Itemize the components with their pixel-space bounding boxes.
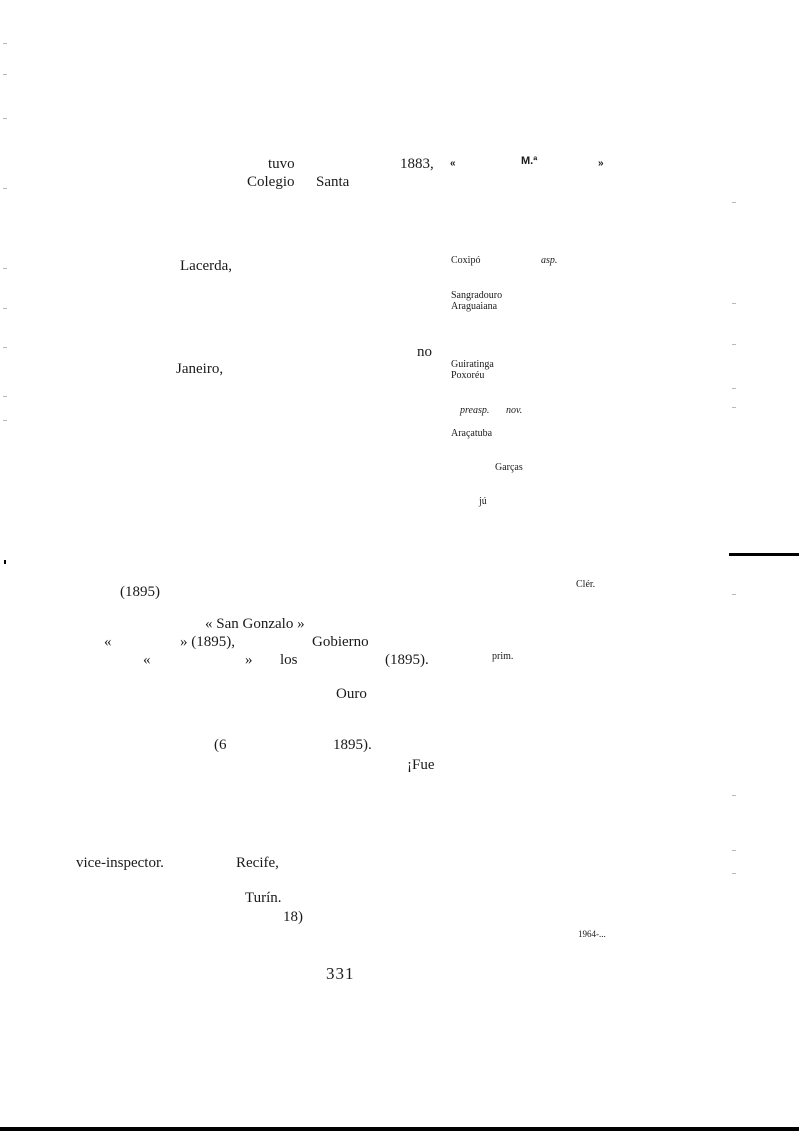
side-word: Coxipó <box>451 255 481 266</box>
side-word: asp. <box>541 255 558 266</box>
side-word: » <box>598 158 604 169</box>
main-word: vice-inspector. <box>76 855 164 871</box>
scan-mark <box>732 407 736 408</box>
main-word: Ouro <box>336 686 367 702</box>
scan-mark <box>732 344 736 345</box>
side-word: Poxoréu <box>451 370 485 381</box>
main-word: « <box>104 634 112 650</box>
scan-mark <box>3 396 7 397</box>
scan-mark <box>732 594 736 595</box>
side-word: 1964-... <box>578 929 606 939</box>
main-word: (6 <box>214 737 227 753</box>
main-word: Gobierno <box>312 634 369 650</box>
main-word: Santa <box>316 174 350 190</box>
scan-mark <box>732 303 736 304</box>
main-word: » <box>245 652 253 668</box>
side-word: M.ª <box>521 155 538 167</box>
main-word: no <box>417 344 432 360</box>
scan-mark <box>3 74 7 75</box>
main-word: Colegio <box>247 174 295 190</box>
main-word: 18) <box>283 909 303 925</box>
side-word: nov. <box>506 405 523 416</box>
margin-rule <box>729 553 799 556</box>
main-word: los <box>280 652 298 668</box>
scan-mark <box>732 873 736 874</box>
side-word: jú <box>479 496 487 507</box>
scan-mark <box>3 420 7 421</box>
main-word: ¡Fue <box>407 757 435 773</box>
scan-mark <box>732 850 736 851</box>
main-word: (1895). <box>385 652 429 668</box>
scan-mark <box>3 347 7 348</box>
side-word: Garças <box>495 462 523 473</box>
main-word: (1895) <box>120 584 160 600</box>
side-word: preasp. <box>460 405 490 416</box>
side-word: « <box>450 158 456 169</box>
main-word: Turín. <box>245 890 282 906</box>
scan-mark <box>3 308 7 309</box>
scan-mark <box>3 268 7 269</box>
side-word: Araguaiana <box>451 301 498 312</box>
side-word: Araçatuba <box>451 428 493 439</box>
side-word: prim. <box>492 651 514 662</box>
side-word: Sangradouro <box>451 290 503 301</box>
scan-mark <box>732 202 736 203</box>
main-word: 1883, <box>400 156 434 172</box>
scan-mark <box>732 795 736 796</box>
page-number: 331 <box>326 964 355 983</box>
scan-mark <box>3 118 7 119</box>
main-word: Recife, <box>236 855 279 871</box>
scan-mark <box>3 43 7 44</box>
side-word: Guiratinga <box>451 359 494 370</box>
main-word: 1895). <box>333 737 372 753</box>
scan-mark <box>732 388 736 389</box>
main-word: Janeiro, <box>176 361 224 377</box>
scan-mark <box>3 188 7 189</box>
page-bottom-rule <box>0 1127 799 1131</box>
main-word: Lacerda, <box>180 258 233 274</box>
scan-dot <box>4 560 6 564</box>
main-word: « San Gonzalo » <box>205 616 305 632</box>
main-word: » (1895), <box>180 634 235 650</box>
side-word: Clér. <box>576 579 596 590</box>
main-word: tuvo <box>268 156 295 172</box>
main-word: « <box>143 652 151 668</box>
